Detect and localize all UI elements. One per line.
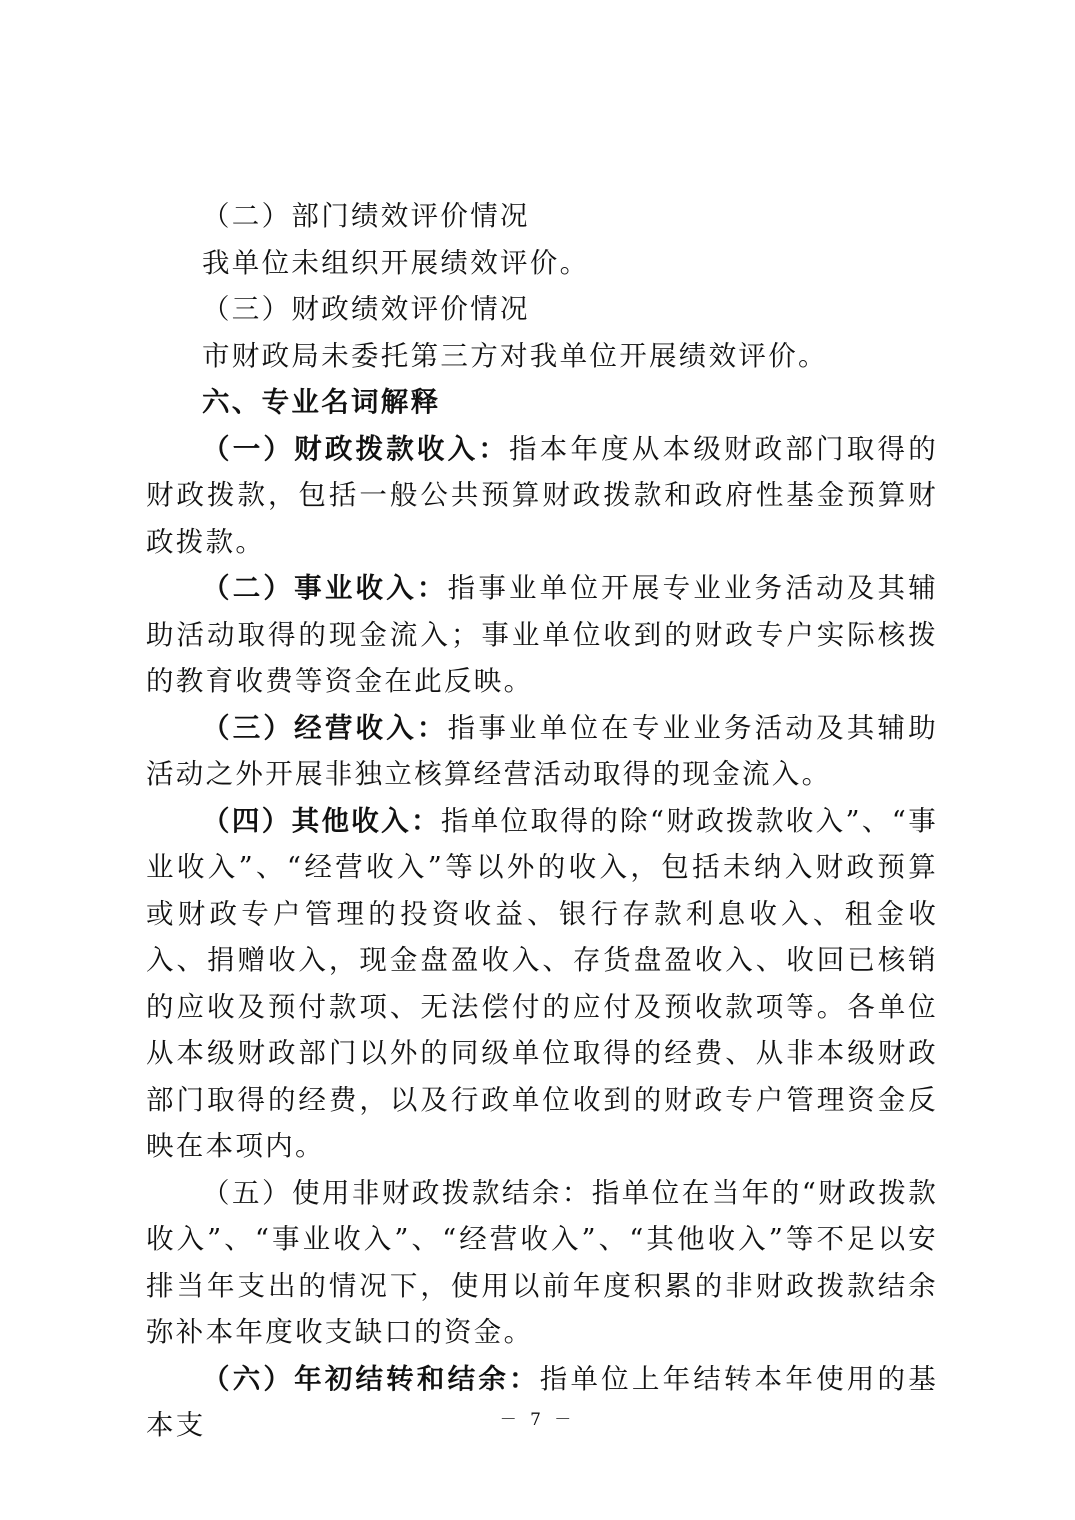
term-label: （三）经营收入： xyxy=(202,711,448,744)
section-title: 六、专业名词解释 xyxy=(202,386,441,418)
paragraph-text: 我单位未组织开展绩效评价。 xyxy=(202,246,590,279)
paragraph-text: （三）财政绩效评价情况 xyxy=(202,293,530,325)
term-fiscal-appropriation-income xyxy=(146,426,938,566)
term-label: （一）财政拨款收入： xyxy=(202,432,510,465)
paragraph-text: （二）部门绩效评价情况 xyxy=(202,200,530,232)
paragraph-finance-evaluation xyxy=(146,333,938,380)
term-business-income xyxy=(146,565,938,705)
term-definition: 指事业单位开展专业业务活动及其辅助活动取得的现金流入；事业单位收到的财政专户实际核拨的教育收费等资金在此反映。 xyxy=(146,572,938,697)
paragraph-dept-evaluation xyxy=(146,240,938,287)
term-non-fiscal-balance xyxy=(146,1170,938,1356)
term-carryover-balance xyxy=(146,1356,938,1449)
term-definition: 指单位上年结转本年使用的基本支 xyxy=(146,1362,938,1441)
document-body xyxy=(146,193,938,1449)
term-definition: （五）使用非财政拨款结余：指单位在当年的“财政拨款收入”、“事业收入”、“经营收入”、“其他收入”等不足以安排当年支出的情况下，使用以前年度积累的非财政拨款结余弥补本年度收支缺口的资金。 xyxy=(146,1176,938,1348)
term-definition: 指本年度从本级财政部门取得的财政拨款，包括一般公共预算财政拨款和政府性基金预算财政拨款。 xyxy=(146,432,939,558)
page-number: － 7 － xyxy=(499,1410,576,1430)
term-other-income xyxy=(146,798,938,1170)
paragraph-text: 市财政局未委托第三方对我单位开展绩效评价。 xyxy=(202,339,828,372)
term-label: （二）事业收入： xyxy=(202,572,448,604)
term-label: （六）年初结转和结余： xyxy=(202,1362,540,1395)
term-definition: 指事业单位在专业业务活动及其辅助活动之外开展非独立核算经营活动取得的现金流入。 xyxy=(146,711,938,790)
term-label: （四）其他收入： xyxy=(202,804,441,837)
term-definition: 指单位取得的除“财政拨款收入”、“事业收入”、“经营收入”等以外的收入，包括未纳入财政预算或财政专户管理的投资收益、银行存款利息收入、租金收入、捐赠收入，现金盘盈收入、存货盘盈收入、收回已核销的应收及预付款项、无法偿付的应付及预收款项等。各单位从本级财政部门以外的同级单位取得的经费、从非本级财政部门取得的经费，以及行政单位收到的财政专户管理资金反映在本项内。 xyxy=(146,804,938,1162)
section-heading-terms xyxy=(146,379,938,426)
subheading-dept-evaluation xyxy=(146,193,938,240)
term-operating-income xyxy=(146,705,938,798)
subheading-finance-evaluation xyxy=(146,286,938,333)
